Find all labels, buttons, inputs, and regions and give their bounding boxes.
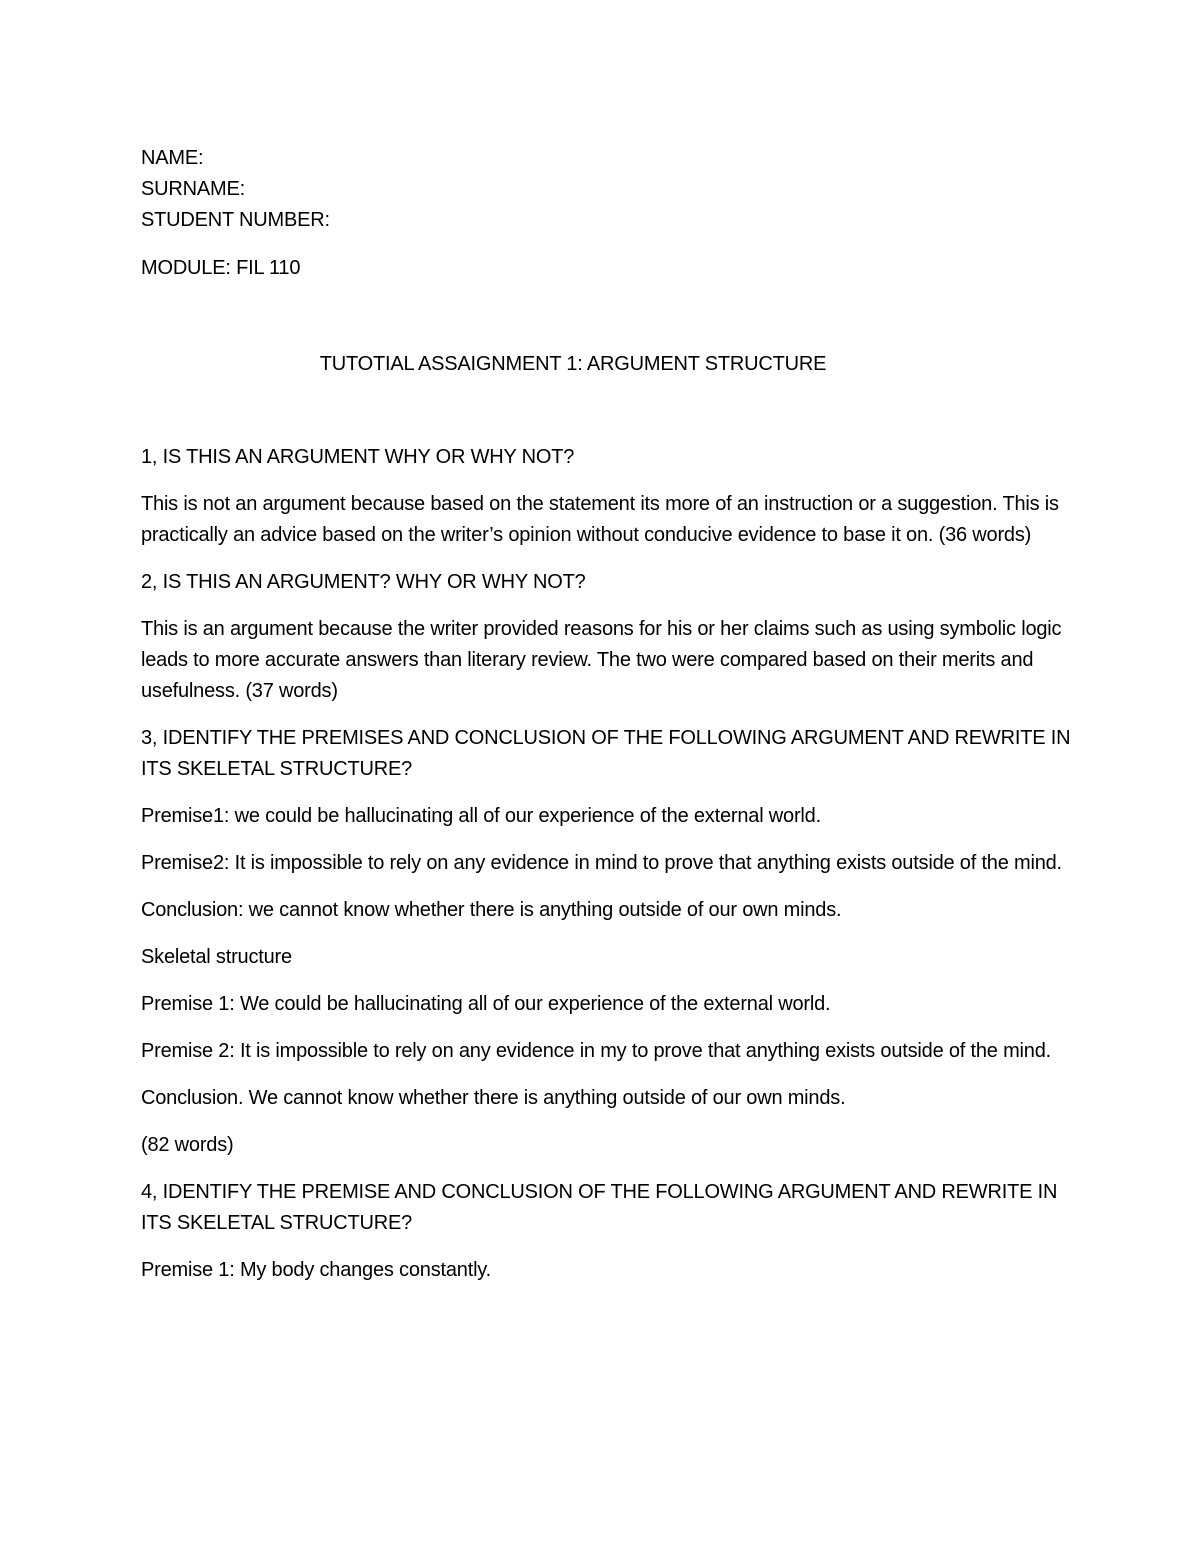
q3-word-count: (82 words) (141, 1134, 234, 1156)
document-body (141, 143, 1071, 1286)
question-3: 3, IDENTIFY THE PREMISES AND CONCLUSION OF THE FOLLOWING ARGUMENT AND REWRITE IN ITS SKELETAL STRUCTURE? (141, 727, 1071, 780)
skeletal-premise-2: Premise 2: It is impossible to rely on any evidence in my to prove that anything exists outside of the mind. (141, 1040, 1051, 1062)
question-2: 2, IS THIS AN ARGUMENT? WHY OR WHY NOT? (141, 571, 586, 593)
skeletal-conclusion: Conclusion. We cannot know whether there is anything outside of our own minds. (141, 1087, 846, 1109)
module-label: MODULE: FIL 110 (141, 257, 301, 279)
question-4: 4, IDENTIFY THE PREMISE AND CONCLUSION OF THE FOLLOWING ARGUMENT AND REWRITE IN ITS SKELETAL STRUCTURE? (141, 1181, 1058, 1234)
q3-premise-1: Premise1: we could be hallucinating all of our experience of the external world. (141, 805, 821, 827)
assignment-title: TUTOTIAL ASSAIGNMENT 1: ARGUMENT STRUCTURE (319, 353, 827, 375)
q3-conclusion: Conclusion: we cannot know whether there is anything outside of our own minds. (141, 899, 842, 921)
skeletal-premise-1: Premise 1: We could be hallucinating all of our experience of the external world. (141, 993, 831, 1015)
q4-premise-1: Premise 1: My body changes constantly. (141, 1259, 491, 1281)
skeletal-structure-heading: Skeletal structure (141, 946, 292, 968)
student-number-field-label: STUDENT NUMBER: (141, 209, 330, 231)
q3-premise-2: Premise2: It is impossible to rely on any evidence in mind to prove that anything exists outside of the mind. (141, 852, 1062, 874)
answer-2: This is an argument because the writer provided reasons for his or her claims such as using symbolic logic leads to more accurate answers than literary review. The two were compared based on their merits and usefulness. (37 words) (141, 618, 1062, 702)
name-field-label: NAME: (141, 147, 204, 169)
question-1: 1, IS THIS AN ARGUMENT WHY OR WHY NOT? (141, 446, 575, 468)
answer-1: This is not an argument because based on the statement its more of an instruction or a suggestion. This is practically an advice based on the writer’s opinion without conducive evidence to base it on. (36 words) (141, 493, 1059, 546)
surname-field-label: SURNAME: (141, 178, 245, 200)
